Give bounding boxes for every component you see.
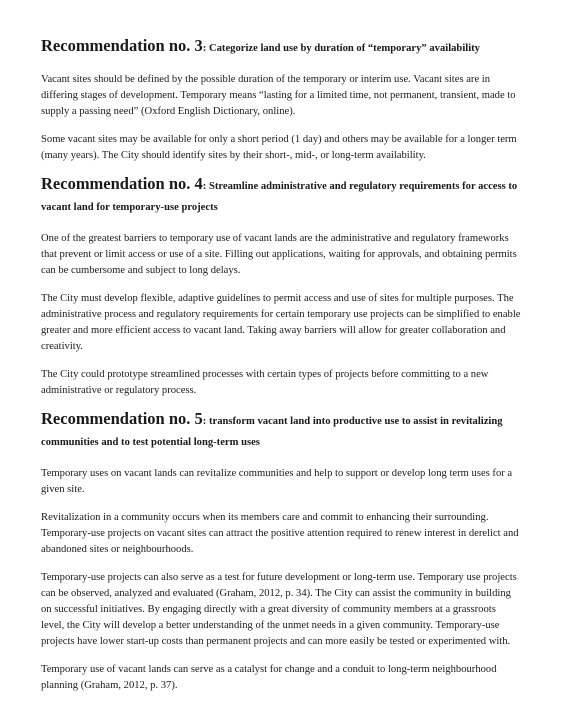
document-page xyxy=(41,36,521,694)
recommendation-4-paragraph-3: The City could prototype streamlined processes with certain types of projects before committing to a new administrative or regulatory process. xyxy=(41,369,489,396)
recommendation-5-paragraph-4: Temporary use of vacant lands can serve as a catalyst for change and a conduit to long-term neighbourhood planning (Graham, 2012, p. 37). xyxy=(41,664,497,691)
recommendation-4-paragraph-2: The City must develop flexible, adaptive guidelines to permit access and use of sites for multiple purposes. The administrative process and regulatory requirements for certain temporary use projects can be simplified to enable greater and more efficient access to vacant land. Taking away barriers will allow for greater collaboration and creativity. xyxy=(41,293,521,352)
recommendation-5-paragraph-1: Temporary uses on vacant lands can revitalize communities and help to support or develop long term uses for a given site. xyxy=(41,468,513,495)
recommendation-3-subtitle: : Categorize land use by duration of “temporary” availability xyxy=(202,43,480,54)
recommendation-4-subtitle: : Streamline administrative and regulatory requirements for access to vacant land for temporary-use projects xyxy=(41,181,518,213)
recommendation-5-title: Recommendation no. 5 xyxy=(41,409,203,428)
recommendation-4-paragraph-1: One of the greatest barriers to temporary use of vacant lands are the administrative and regulatory frameworks that prevent or limit access or use of a site. Filling out applications, waiting for approvals, and obtaining permits can be cumbersome and subject to long delays. xyxy=(41,233,517,276)
recommendation-3-title: Recommendation no. 3 xyxy=(41,36,203,55)
recommendation-3-paragraph-2: Some vacant sites may be available for only a short period (1 day) and others may be available for a longer term (many years). The City should identify sites by their short-, mid-, or long-term availability. xyxy=(41,134,517,161)
recommendation-5-heading xyxy=(41,409,521,452)
recommendation-3-heading xyxy=(41,36,521,58)
recommendation-4-heading xyxy=(41,174,521,217)
recommendation-4-title: Recommendation no. 4 xyxy=(41,174,203,193)
recommendation-5-subtitle: : transform vacant land into productive use to assist in revitalizing communities and to test potential long-term uses xyxy=(41,416,503,448)
recommendation-3-paragraph-1: Vacant sites should be defined by the possible duration of the temporary or interim use. Vacant sites are in differing stages of development. Temporary means “lasting for a limited time, not permanent, transient, made to supply a passing need” (Oxford English Dictionary, online). xyxy=(41,74,516,117)
recommendation-5-paragraph-2: Revitalization in a community occurs when its members care and commit to enhancing their surrounding. Temporary-use projects on vacant sites can attract the positive attention required to renew interest in derelict and abandoned sites or neighbourhoods. xyxy=(41,512,519,555)
recommendation-5-paragraph-3: Temporary-use projects can also serve as a test for future development or long-term use. Temporary use projects can be observed, analyzed and evaluated (Graham, 2012, p. 34). The City can assist the community in building on successful initiatives. By engaging directly with a great diversity of community members at a grassroots level, the City will develop a better understanding of the unmet needs in a given community. Temporary-use projects have lower start-up costs than permanent projects and can more easily be tested or experimented with. xyxy=(41,572,517,647)
